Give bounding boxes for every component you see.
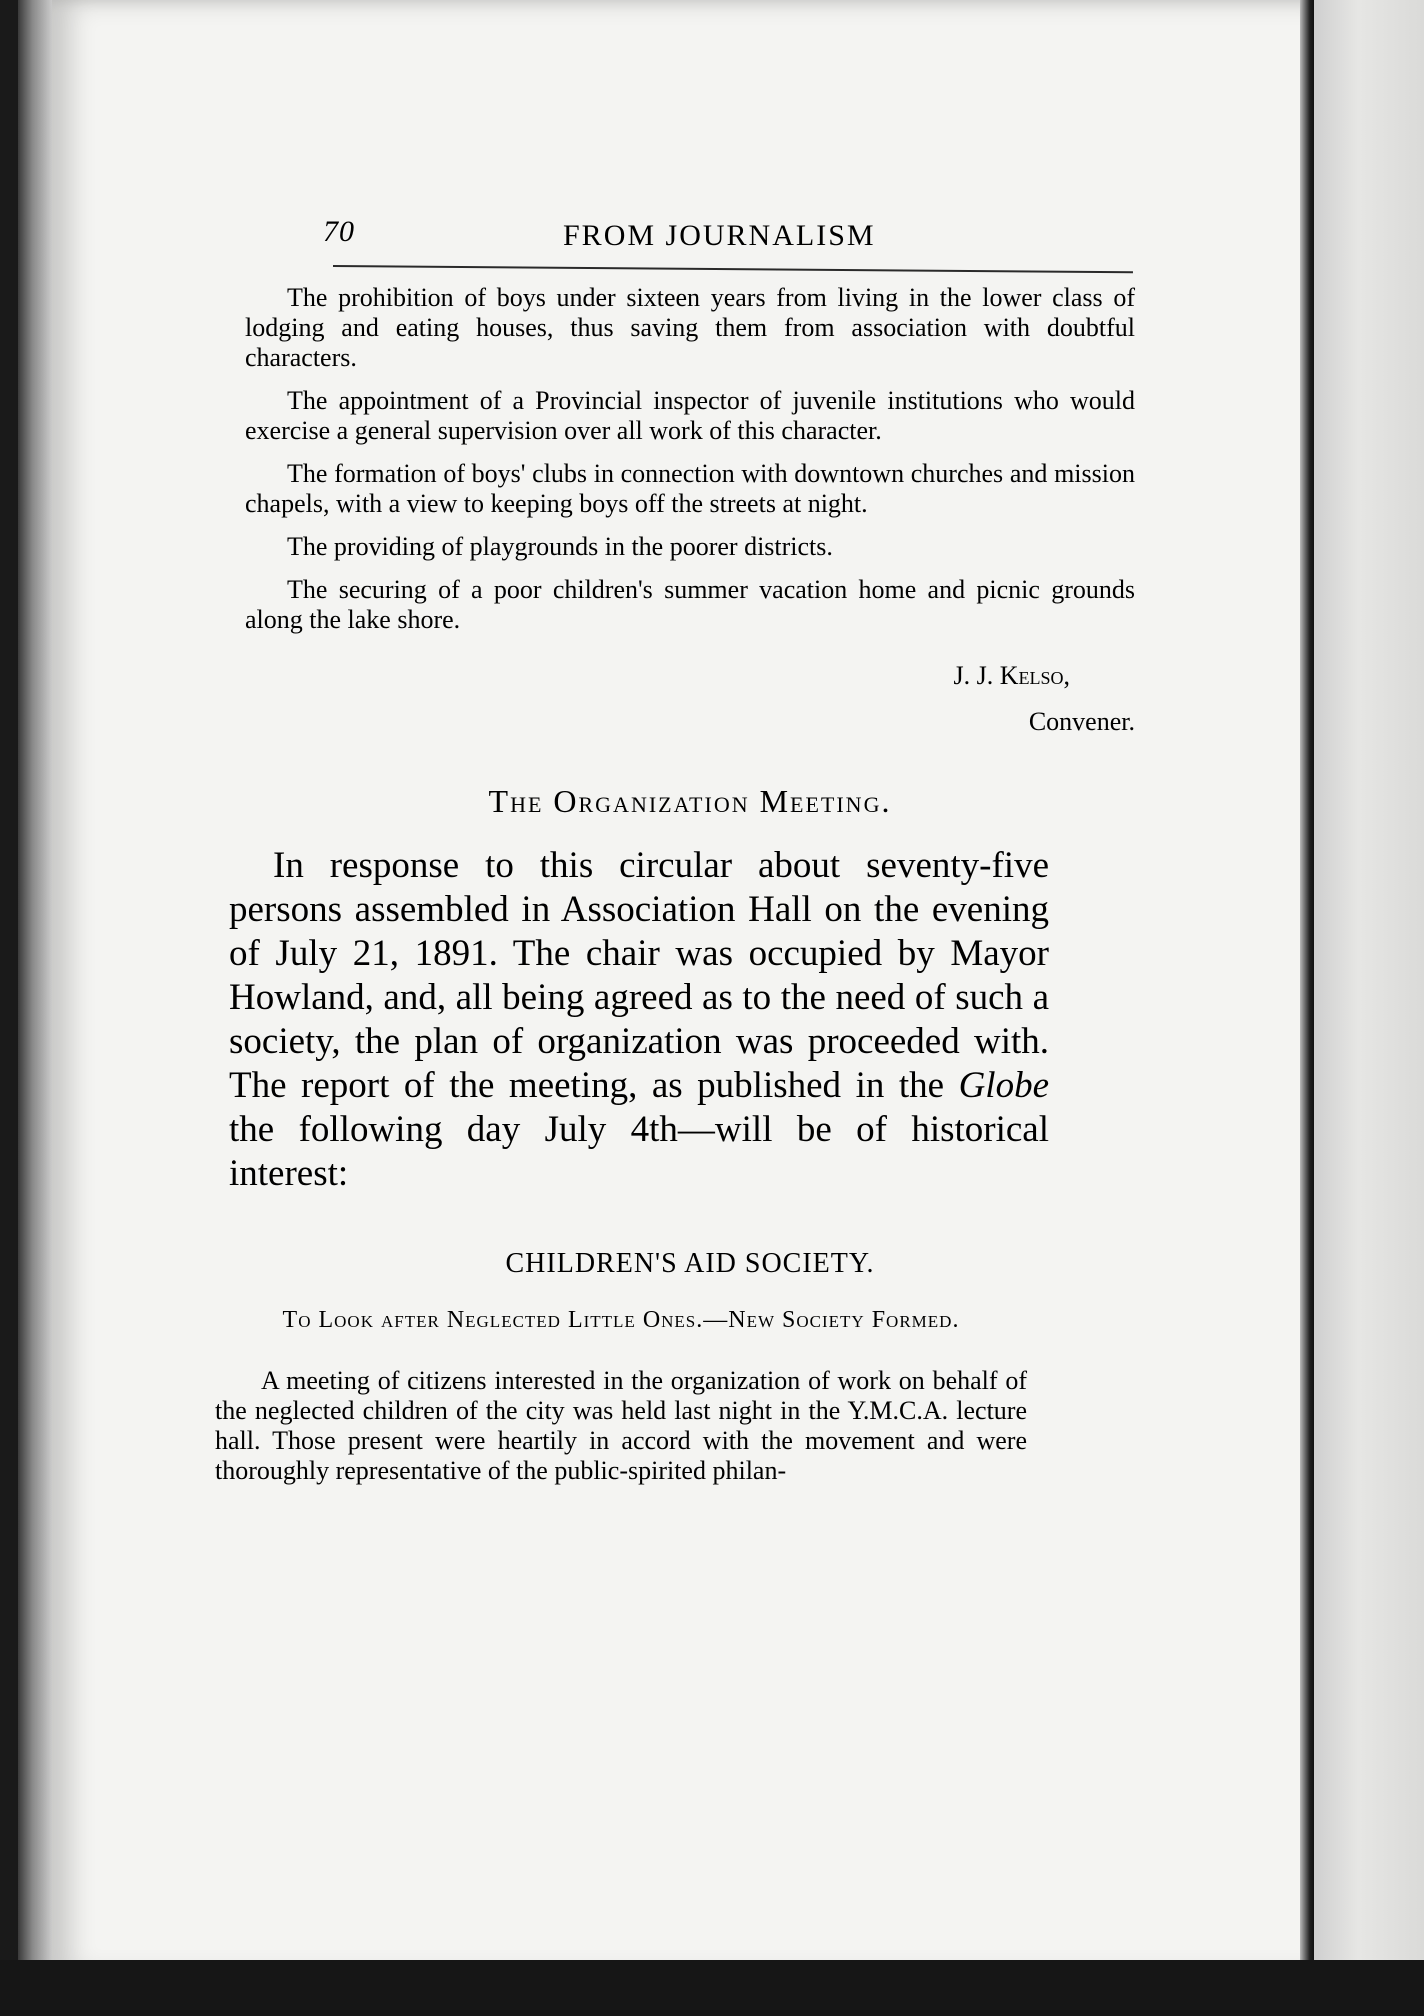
- news-report: [215, 1366, 1027, 1486]
- circular-item: The providing of playgrounds in the poorer districts.: [287, 532, 833, 561]
- running-head: [245, 215, 1135, 271]
- main-text-part: In response to this circular about seventy-five persons assembled in Association Hall on the evening of July 21, 1891. The chair was occupied by Mayor Howland, and, all being agreed as to the need of such a society, the plan of organization was proceeded with. The report of the meeting, as published in the: [229, 845, 1049, 1106]
- main-paragraph-text: [229, 844, 1049, 1196]
- newspaper-name: Globe: [958, 1065, 1049, 1106]
- signature-block: [245, 661, 1135, 737]
- circular-item: The formation of boys' clubs in connection with downtown churches and mission chapels, with a view to keeping boys off the streets at night.: [245, 459, 1135, 518]
- running-title: FROM JOURNALISM: [563, 219, 876, 252]
- section-heading: The Organization Meeting.: [488, 783, 892, 819]
- circular-item: The appointment of a Provincial inspector of juvenile institutions who would exercise a general supervision over all work of this character.: [245, 386, 1135, 445]
- circular-item: The prohibition of boys under sixteen years from living in the lower class of lodging and eating houses, thus saving them from association with doubtful characters.: [245, 283, 1135, 372]
- page-content: [215, 215, 1135, 1486]
- news-paragraph: A meeting of citizens interested in the organization of work on behalf of the neglected children of the city was held last night in the Y.M.C.A. lecture hall. Those present were heartily in accord with the movement and were thoroughly representative of the public-spirited philan-: [215, 1366, 1027, 1485]
- page-number: 70: [323, 215, 355, 248]
- book-gutter: [1300, 0, 1314, 1975]
- circular-item: The securing of a poor children's summer vacation home and picnic grounds along the lake shore.: [245, 575, 1135, 634]
- circular-list: [245, 283, 1135, 635]
- signature-name: J. J. Kelso,: [953, 661, 1070, 690]
- scan-bottom-band: [0, 1960, 1424, 2016]
- main-text-part: the following day July 4th—will be of historical interest:: [229, 1109, 1049, 1194]
- header-rule: [333, 265, 1133, 273]
- signature-role: Convener.: [1028, 707, 1135, 736]
- news-subheading: To Look after Neglected Little Ones.—New Society Formed.: [282, 1307, 960, 1333]
- facing-page-edge: [1314, 0, 1424, 1975]
- news-heading: CHILDREN'S AID SOCIETY.: [505, 1248, 875, 1279]
- main-paragraph: [229, 844, 1049, 1196]
